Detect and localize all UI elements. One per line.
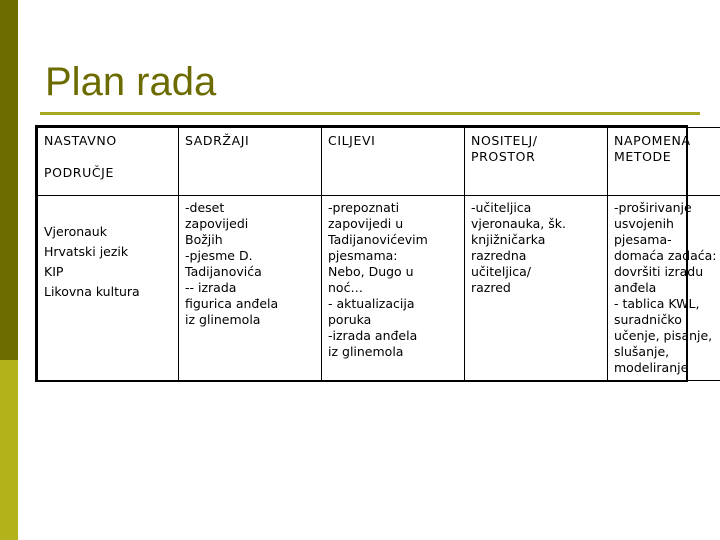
header-ciljevi: CILJEVI bbox=[322, 128, 465, 196]
header-nositelj-prostor: NOSITELJ/ PROSTOR bbox=[465, 128, 608, 196]
cell-sadrzaji: -deset zapovijedi Božjih -pjesme D. Tadijanovića -- izrada figurica anđela iz glinemola bbox=[179, 196, 322, 381]
slide-title: Plan rada bbox=[45, 60, 217, 104]
plan-table bbox=[35, 125, 717, 382]
cell-nositelj: -učiteljica vjeronauka, šk. knjižničarka razredna učiteljica/ razred bbox=[465, 196, 608, 381]
side-accent-bar-dark bbox=[0, 0, 18, 360]
table-row bbox=[38, 196, 720, 381]
cell-napomena: -proširivanje usvojenih pjesama- domaća zadaća: dovršiti izradu anđela - tablica KWL, suradničko učenje, pisanje, slušanje, modeliranje bbox=[608, 196, 720, 381]
side-accent-bar-light bbox=[0, 360, 18, 540]
header-nastavno-podrucje: NASTAVNO PODRUČJE bbox=[38, 128, 179, 196]
plan-table-grid bbox=[37, 127, 720, 381]
cell-ciljevi: -prepoznati zapovijedi u Tadijanovićevim pjesmama: Nebo, Dugo u noć… - aktualizacija poruka -izrada anđela iz glinemola bbox=[322, 196, 465, 381]
table-header-row bbox=[38, 128, 720, 196]
header-sadrzaji: SADRŽAJI bbox=[179, 128, 322, 196]
header-napomena-metode: NAPOMENA METODE bbox=[608, 128, 720, 196]
title-underline bbox=[40, 112, 700, 115]
cell-podrucje: Vjeronauk Hrvatski jezik KIP Likovna kultura bbox=[38, 196, 179, 381]
